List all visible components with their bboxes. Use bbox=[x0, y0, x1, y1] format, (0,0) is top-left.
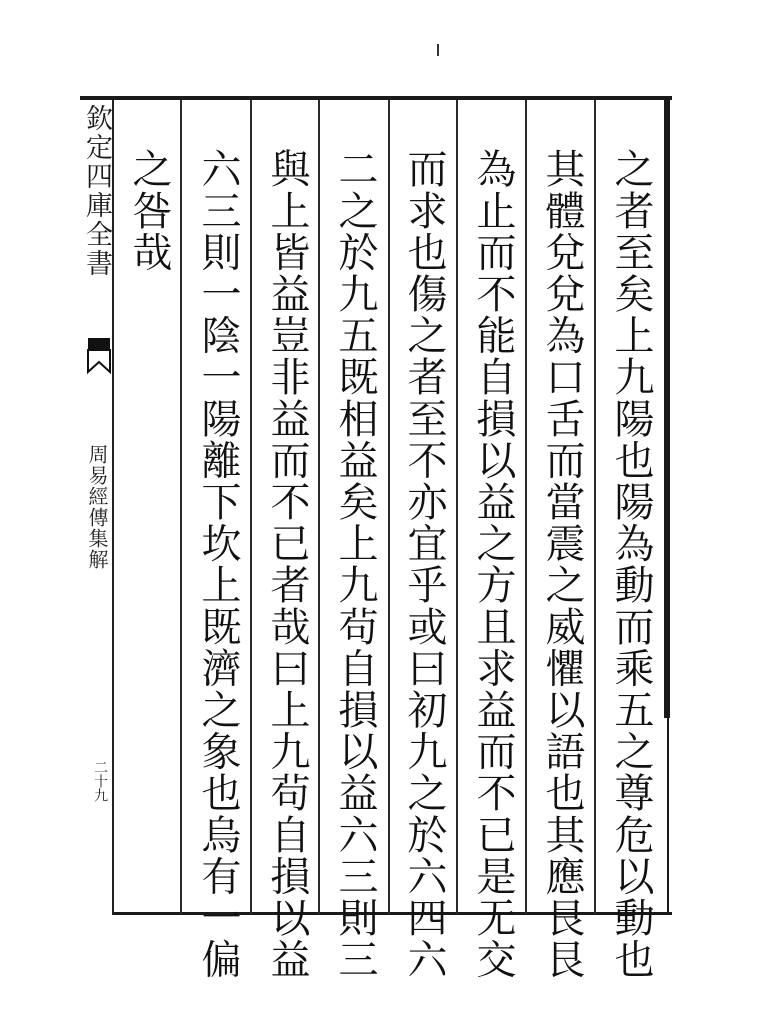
text-column: 之咎哉 bbox=[126, 148, 172, 273]
column-divider bbox=[318, 100, 320, 914]
column-divider bbox=[456, 100, 458, 914]
text-column: 之者至矣上九陽也陽為動而乘五之尊危以動也 bbox=[608, 148, 654, 980]
column-divider bbox=[388, 100, 390, 914]
text-column: 與上皆益豈非益而不已者哉曰上九茍自損以益 bbox=[264, 148, 310, 980]
spine-page-number: 二十九 bbox=[92, 760, 108, 802]
text-column: 其體兌兌為口舌而當震之威懼以語也其應艮艮 bbox=[539, 148, 585, 980]
spine-book-title: 周易經傳集解 bbox=[85, 444, 109, 570]
column-divider bbox=[525, 100, 527, 914]
text-column: 二之於九五既相益矣上九茍自損以益六三則三 bbox=[332, 148, 378, 980]
margin-mark bbox=[437, 44, 439, 56]
column-divider bbox=[180, 100, 182, 914]
column-divider bbox=[250, 100, 252, 914]
frame-top-border bbox=[80, 96, 672, 100]
column-divider bbox=[594, 100, 596, 914]
spine-collection-title: 欽定四庫全書 bbox=[81, 104, 112, 278]
spine-divider bbox=[112, 100, 114, 914]
text-column: 為止而不能自損以益之方且求益而不已是无交 bbox=[470, 148, 516, 980]
text-column: 六三則一陰一陽離下坎上既濟之象也烏有一偏 bbox=[195, 148, 241, 980]
fish-tail-icon bbox=[84, 338, 112, 378]
frame-right-border bbox=[664, 96, 670, 718]
frame-right-border-lower bbox=[667, 718, 669, 914]
text-column: 而求也傷之者至不亦宜乎或曰初九之於六四六 bbox=[401, 148, 447, 980]
